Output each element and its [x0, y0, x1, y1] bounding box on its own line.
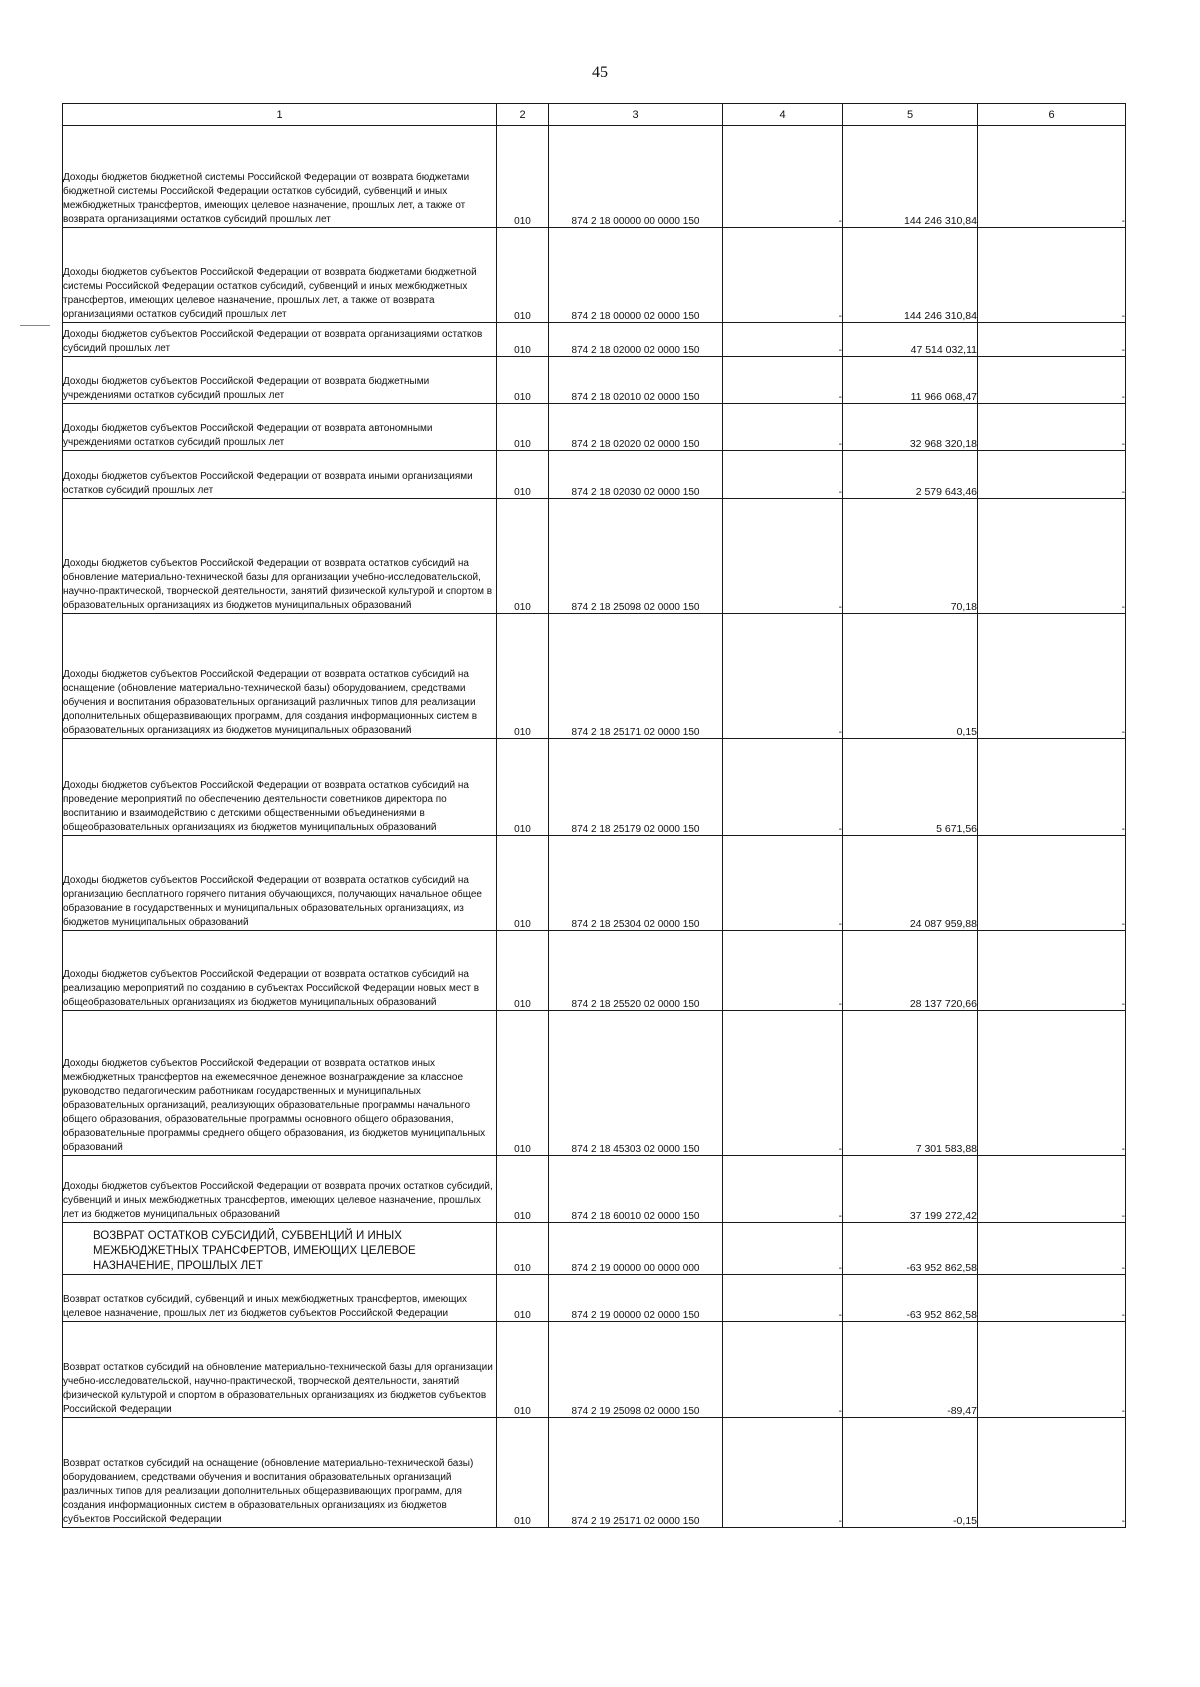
- table-row: [63, 451, 1126, 499]
- row-line-code: 010: [497, 614, 549, 739]
- row-approved-amount: -: [723, 614, 843, 739]
- table-row: [63, 836, 1126, 931]
- row-description: Доходы бюджетов субъектов Российской Федерации от возврата остатков субсидий на проведение мероприятий по обеспечению деятельности советников директора по воспитанию и взаимодействию с детскими общественными объединениями в общеобразовательных организациях из бюджетов муниципальных образований: [63, 739, 497, 836]
- row-executed-amount: 144 246 310,84: [843, 228, 978, 323]
- row-budget-code: 874 2 19 00000 00 0000 000: [549, 1223, 723, 1275]
- row-executed-amount: 0,15: [843, 614, 978, 739]
- row-approved-amount: -: [723, 1322, 843, 1418]
- header-col-5: 5: [843, 104, 978, 126]
- header-col-4: 4: [723, 104, 843, 126]
- row-approved-amount: -: [723, 451, 843, 499]
- row-executed-amount: 144 246 310,84: [843, 126, 978, 228]
- row-budget-code: 874 2 18 45303 02 0000 150: [549, 1011, 723, 1156]
- row-budget-code: 874 2 18 25179 02 0000 150: [549, 739, 723, 836]
- table-row: [63, 228, 1126, 323]
- row-unexecuted-amount: -: [978, 404, 1126, 451]
- row-unexecuted-amount: -: [978, 228, 1126, 323]
- row-unexecuted-amount: -: [978, 1011, 1126, 1156]
- row-line-code: 010: [497, 1223, 549, 1275]
- row-unexecuted-amount: -: [978, 1418, 1126, 1528]
- row-executed-amount: 2 579 643,46: [843, 451, 978, 499]
- row-line-code: 010: [497, 739, 549, 836]
- header-col-6: 6: [978, 104, 1126, 126]
- row-description: Доходы бюджетов субъектов Российской Федерации от возврата остатков субсидий на организацию бесплатного горячего питания обучающихся, получающих начальное общее образование в государственных и муниципальных образовательных организациях, из бюджетов муниципальных образований: [63, 836, 497, 931]
- row-description: Доходы бюджетов субъектов Российской Федерации от возврата остатков иных межбюджетных трансфертов на ежемесячное денежное вознаграждение за классное руководство педагогическим работникам государственных и муниципальных образовательных организаций, реализующих образовательные программы начального общего образования, образовательные программы основного общего образования, образовательные программы среднего общего образования, из бюджетов муниципальных образований: [63, 1011, 497, 1156]
- row-unexecuted-amount: -: [978, 499, 1126, 614]
- row-description: Доходы бюджетов бюджетной системы Российской Федерации от возврата бюджетами бюджетной системы Российской Федерации остатков субсидий, субвенций и иных межбюджетных трансфертов, имеющих целевое назначение, прошлых лет, а также от возврата организациями остатков субсидий прошлых лет: [63, 126, 497, 228]
- row-approved-amount: -: [723, 931, 843, 1011]
- row-approved-amount: -: [723, 126, 843, 228]
- table-row: [63, 499, 1126, 614]
- row-approved-amount: -: [723, 323, 843, 357]
- row-budget-code: 874 2 18 00000 02 0000 150: [549, 228, 723, 323]
- row-approved-amount: -: [723, 404, 843, 451]
- header-col-2: 2: [497, 104, 549, 126]
- row-line-code: 010: [497, 126, 549, 228]
- header-col-3: 3: [549, 104, 723, 126]
- row-description: Доходы бюджетов субъектов Российской Федерации от возврата автономными учреждениями остатков субсидий прошлых лет: [63, 404, 497, 451]
- row-unexecuted-amount: -: [978, 739, 1126, 836]
- row-line-code: 010: [497, 1156, 549, 1223]
- row-line-code: 010: [497, 404, 549, 451]
- row-executed-amount: 7 301 583,88: [843, 1011, 978, 1156]
- row-budget-code: 874 2 18 25304 02 0000 150: [549, 836, 723, 931]
- row-description: Доходы бюджетов субъектов Российской Федерации от возврата бюджетными учреждениями остатков субсидий прошлых лет: [63, 357, 497, 404]
- table-row: [63, 739, 1126, 836]
- row-line-code: 010: [497, 1322, 549, 1418]
- row-line-code: 010: [497, 323, 549, 357]
- row-executed-amount: 11 966 068,47: [843, 357, 978, 404]
- row-approved-amount: -: [723, 499, 843, 614]
- row-budget-code: 874 2 18 25520 02 0000 150: [549, 931, 723, 1011]
- row-unexecuted-amount: -: [978, 931, 1126, 1011]
- margin-mark: [20, 325, 50, 326]
- row-unexecuted-amount: -: [978, 1223, 1126, 1275]
- row-line-code: 010: [497, 228, 549, 323]
- row-budget-code: 874 2 18 02030 02 0000 150: [549, 451, 723, 499]
- row-description: Возврат остатков субсидий на оснащение (обновление материально-технической базы) оборудованием, средствами обучения и воспитания образовательных организаций различных типов для реализации дополнительных общеразвивающих программ, для создания информационных систем в образовательных организациях из бюджетов субъектов Российской Федерации: [63, 1418, 497, 1528]
- row-unexecuted-amount: -: [978, 1275, 1126, 1322]
- row-budget-code: 874 2 19 25171 02 0000 150: [549, 1418, 723, 1528]
- table-row: [63, 1223, 1126, 1275]
- row-budget-code: 874 2 18 60010 02 0000 150: [549, 1156, 723, 1223]
- row-unexecuted-amount: -: [978, 451, 1126, 499]
- table-row: [63, 1156, 1126, 1223]
- row-approved-amount: -: [723, 1011, 843, 1156]
- row-executed-amount: 37 199 272,42: [843, 1156, 978, 1223]
- header-row: [63, 104, 1126, 126]
- row-approved-amount: -: [723, 1223, 843, 1275]
- table-body: [63, 126, 1126, 1528]
- table-row: [63, 126, 1126, 228]
- row-approved-amount: -: [723, 357, 843, 404]
- row-unexecuted-amount: -: [978, 323, 1126, 357]
- row-budget-code: 874 2 19 00000 02 0000 150: [549, 1275, 723, 1322]
- row-budget-code: 874 2 18 02010 02 0000 150: [549, 357, 723, 404]
- row-unexecuted-amount: -: [978, 357, 1126, 404]
- row-executed-amount: -0,15: [843, 1418, 978, 1528]
- row-line-code: 010: [497, 1011, 549, 1156]
- row-executed-amount: 47 514 032,11: [843, 323, 978, 357]
- row-description: Доходы бюджетов субъектов Российской Федерации от возврата остатков субсидий на оснащение (обновление материально-технической базы) оборудованием, средствами обучения и воспитания образовательных организаций различных типов для реализации дополнительных общеразвивающих программ, для создания информационных систем в образовательных организациях из бюджетов муниципальных образований: [63, 614, 497, 739]
- row-executed-amount: 24 087 959,88: [843, 836, 978, 931]
- row-executed-amount: 5 671,56: [843, 739, 978, 836]
- row-approved-amount: -: [723, 228, 843, 323]
- row-approved-amount: -: [723, 1275, 843, 1322]
- row-description: Доходы бюджетов субъектов Российской Федерации от возврата прочих остатков субсидий, субвенций и иных межбюджетных трансфертов, имеющих целевое назначение, прошлых лет из бюджетов муниципальных образований: [63, 1156, 497, 1223]
- row-approved-amount: -: [723, 836, 843, 931]
- header-col-1: 1: [63, 104, 497, 126]
- row-line-code: 010: [497, 1275, 549, 1322]
- row-description: Доходы бюджетов субъектов Российской Федерации от возврата остатков субсидий на обновление материально-технической базы для организации учебно-исследовательской, научно-практической, творческой деятельности, занятий физической культурой и спортом в образовательных организациях из бюджетов муниципальных образований: [63, 499, 497, 614]
- table-row: [63, 1418, 1126, 1528]
- row-budget-code: 874 2 18 02020 02 0000 150: [549, 404, 723, 451]
- row-budget-code: 874 2 19 25098 02 0000 150: [549, 1322, 723, 1418]
- row-description: Доходы бюджетов субъектов Российской Федерации от возврата остатков субсидий на реализацию мероприятий по созданию в субъектах Российской Федерации новых мест в общеобразовательных организациях из бюджетов муниципальных образований: [63, 931, 497, 1011]
- table-row: [63, 931, 1126, 1011]
- row-description: Доходы бюджетов субъектов Российской Федерации от возврата бюджетами бюджетной системы Российской Федерации остатков субсидий, субвенций и иных межбюджетных трансфертов, имеющих целевое назначение, прошлых лет, а также от возврата организациями остатков субсидий прошлых лет: [63, 228, 497, 323]
- row-unexecuted-amount: -: [978, 1156, 1126, 1223]
- table-row: [63, 1322, 1126, 1418]
- row-executed-amount: 32 968 320,18: [843, 404, 978, 451]
- budget-table: [62, 103, 1126, 1528]
- row-unexecuted-amount: -: [978, 614, 1126, 739]
- row-line-code: 010: [497, 931, 549, 1011]
- row-description: Возврат остатков субсидий на обновление материально-технической базы для организации учебно-исследовательской, научно-практической, творческой деятельности, занятий физической культурой и спортом в образовательных организациях из бюджетов субъектов Российской Федерации: [63, 1322, 497, 1418]
- row-description: Возврат остатков субсидий, субвенций и иных межбюджетных трансфертов, имеющих целевое назначение, прошлых лет из бюджетов субъектов Российской Федерации: [63, 1275, 497, 1322]
- row-executed-amount: -63 952 862,58: [843, 1275, 978, 1322]
- row-description: Доходы бюджетов субъектов Российской Федерации от возврата организациями остатков субсидий прошлых лет: [63, 323, 497, 357]
- row-line-code: 010: [497, 451, 549, 499]
- table-row: [63, 614, 1126, 739]
- row-approved-amount: -: [723, 739, 843, 836]
- row-line-code: 010: [497, 499, 549, 614]
- row-executed-amount: 28 137 720,66: [843, 931, 978, 1011]
- row-unexecuted-amount: -: [978, 1322, 1126, 1418]
- row-budget-code: 874 2 18 02000 02 0000 150: [549, 323, 723, 357]
- table-row: [63, 404, 1126, 451]
- table-row: [63, 1011, 1126, 1156]
- row-approved-amount: -: [723, 1418, 843, 1528]
- row-line-code: 010: [497, 836, 549, 931]
- table-row: [63, 1275, 1126, 1322]
- row-budget-code: 874 2 18 25098 02 0000 150: [549, 499, 723, 614]
- row-unexecuted-amount: -: [978, 836, 1126, 931]
- row-approved-amount: -: [723, 1156, 843, 1223]
- row-line-code: 010: [497, 357, 549, 404]
- row-unexecuted-amount: -: [978, 126, 1126, 228]
- row-line-code: 010: [497, 1418, 549, 1528]
- row-executed-amount: 70,18: [843, 499, 978, 614]
- table-row: [63, 323, 1126, 357]
- row-budget-code: 874 2 18 25171 02 0000 150: [549, 614, 723, 739]
- row-description: ВОЗВРАТ ОСТАТКОВ СУБСИДИЙ, СУБВЕНЦИЙ И ИНЫХ МЕЖБЮДЖЕТНЫХ ТРАНСФЕРТОВ, ИМЕЮЩИХ ЦЕЛЕВОЕ НАЗНАЧЕНИЕ, ПРОШЛЫХ ЛЕТ: [63, 1223, 497, 1275]
- row-description: Доходы бюджетов субъектов Российской Федерации от возврата иными организациями остатков субсидий прошлых лет: [63, 451, 497, 499]
- table-row: [63, 357, 1126, 404]
- row-budget-code: 874 2 18 00000 00 0000 150: [549, 126, 723, 228]
- row-executed-amount: -89,47: [843, 1322, 978, 1418]
- page-number: 45: [592, 64, 608, 81]
- row-executed-amount: -63 952 862,58: [843, 1223, 978, 1275]
